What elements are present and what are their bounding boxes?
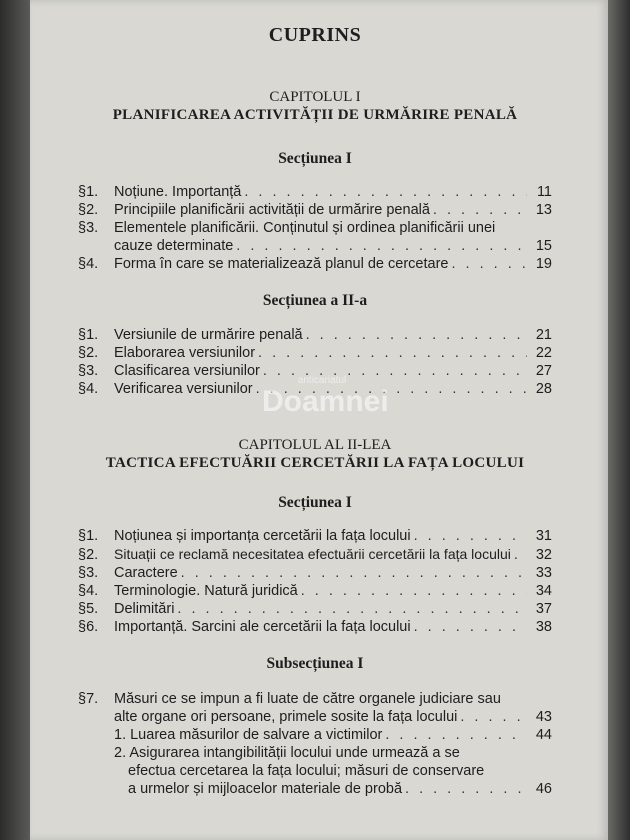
toc-entry[interactable]: [78, 545, 552, 564]
entry-text: Versiunile de urmărire penală: [114, 327, 303, 343]
toc-list-ch1-s1: [78, 183, 552, 273]
entry-number: §3.: [78, 363, 99, 379]
toc-list-ch2-s1: [78, 527, 552, 636]
entry-text: Principiile planificării activității de urmărire penală: [114, 202, 430, 218]
toc-subitem[interactable]: [78, 744, 552, 762]
entry-text: Noțiunea și importanța cercetării la fața locului: [114, 528, 411, 544]
entry-number: §4.: [78, 256, 99, 272]
toc-entry[interactable]: [78, 564, 552, 582]
entry-number: §4.: [78, 583, 99, 599]
book-spine-shadow: [0, 0, 30, 840]
entry-text: Elaborarea versiunilor: [114, 345, 256, 361]
entry-page: 21: [535, 327, 552, 343]
entry-number: §2.: [78, 345, 99, 361]
chapter-2-name: TACTICA EFECTUĂRII CERCETĂRII LA FAȚA LOCULUI: [105, 455, 525, 471]
entry-text: Verificarea versiunilor: [114, 381, 253, 397]
entry-page: 46: [535, 781, 552, 797]
entry-text: a urmelor și mijloacelor materiale de probă: [128, 781, 403, 797]
toc-entry[interactable]: [78, 344, 552, 362]
chapter-1-label: CAPITOLUL I: [269, 89, 361, 105]
toc-entry-continuation[interactable]: [78, 237, 552, 255]
entry-page: 37: [535, 601, 552, 617]
entry-page: 11: [536, 184, 552, 200]
entry-number: §6.: [78, 619, 99, 635]
entry-page: 43: [535, 709, 552, 725]
entry-number: §2.: [78, 202, 99, 218]
entry-page: 34: [535, 583, 552, 599]
toc-entry[interactable]: [78, 618, 552, 636]
toc-entry[interactable]: [78, 326, 552, 344]
entry-text: 1. Luarea măsurilor de salvare a victimilor: [114, 727, 383, 743]
toc-entry[interactable]: [78, 219, 552, 237]
toc-entry[interactable]: [78, 201, 552, 219]
entry-number: §4.: [78, 381, 99, 397]
chapter-1-name: PLANIFICAREA ACTIVITĂȚII DE URMĂRIRE PENALĂ: [112, 107, 518, 123]
entry-page: 44: [535, 727, 552, 743]
page-title: CUPRINS: [268, 24, 362, 46]
entry-text: cauze determinate: [114, 238, 234, 254]
entry-text: efectua cercetarea la fața locului; măsuri de conservare: [128, 763, 485, 779]
entry-text: Importanță. Sarcini ale cercetării la fața locului: [114, 619, 411, 635]
toc-entry[interactable]: [78, 183, 552, 201]
entry-page: 19: [535, 256, 552, 272]
entry-number: §1.: [78, 184, 99, 200]
entry-page: 38: [535, 619, 552, 635]
section-heading: Secțiunea I: [278, 494, 352, 511]
entry-text: Măsuri ce se impun a fi luate de către organele judiciare sau: [114, 691, 501, 707]
entry-number: §3.: [78, 565, 99, 581]
toc-entry[interactable]: [78, 690, 552, 708]
entry-page: 31: [535, 528, 552, 544]
toc-subitem[interactable]: [78, 726, 552, 744]
toc-entry[interactable]: [78, 582, 552, 600]
entry-number: §7.: [78, 691, 99, 707]
watermark-text: Doamnei: [262, 385, 389, 418]
entry-number: §3.: [78, 220, 99, 236]
chapter-1-heading: [0, 88, 630, 124]
toc-subitem-continuation[interactable]: [78, 762, 552, 780]
entry-text: 2. Asigurarea intangibilității locului unde urmează a se: [114, 745, 460, 761]
toc-list-ch2-sub1: [78, 690, 552, 798]
entry-page: 27: [535, 363, 552, 379]
entry-text: Clasificarea versiunilor: [114, 363, 260, 379]
entry-page: 15: [535, 238, 552, 254]
toc-entry[interactable]: [78, 527, 552, 545]
entry-text: Delimitări: [114, 601, 175, 617]
entry-page: 22: [535, 345, 552, 361]
watermark-logo: [262, 375, 389, 420]
entry-page: 13: [535, 202, 552, 218]
entry-page: 32: [535, 547, 552, 563]
entry-page: 28: [535, 381, 552, 397]
entry-text: alte organe ori persoane, primele sosite la fața locului: [114, 709, 458, 725]
entry-number: §1.: [78, 327, 99, 343]
toc-entry[interactable]: [78, 600, 552, 618]
entry-number: §2.: [78, 547, 99, 563]
watermark-subtext: anticariatul: [297, 375, 347, 386]
entry-number: §1.: [78, 528, 99, 544]
subsection-heading: Subsecțiunea I: [266, 655, 364, 672]
page-edge-shadow: [608, 0, 630, 840]
entry-text: Terminologie. Natură juridică: [114, 583, 298, 599]
toc-subitem-continuation[interactable]: [78, 780, 552, 798]
chapter-2-label: CAPITOLUL AL II-LEA: [238, 437, 392, 453]
toc-entry-continuation[interactable]: [78, 708, 552, 726]
entry-number: §5.: [78, 601, 99, 617]
toc-entry[interactable]: [78, 255, 552, 273]
entry-text: Noțiune. Importanță: [114, 184, 242, 200]
entry-text: Forma în care se materializează planul de cercetare: [114, 256, 449, 272]
entry-text: Caractere: [114, 565, 178, 581]
entry-text: Elementele planificării. Conținutul și ordinea planificării unei: [114, 220, 496, 236]
chapter-2-heading: [0, 436, 630, 472]
entry-text: Situații ce reclamă necesitatea efectuării cercetării la fața locului: [114, 546, 511, 562]
section-heading: Secțiunea a II-a: [262, 292, 368, 309]
entry-page: 33: [535, 565, 552, 581]
section-heading: Secțiunea I: [278, 150, 352, 167]
